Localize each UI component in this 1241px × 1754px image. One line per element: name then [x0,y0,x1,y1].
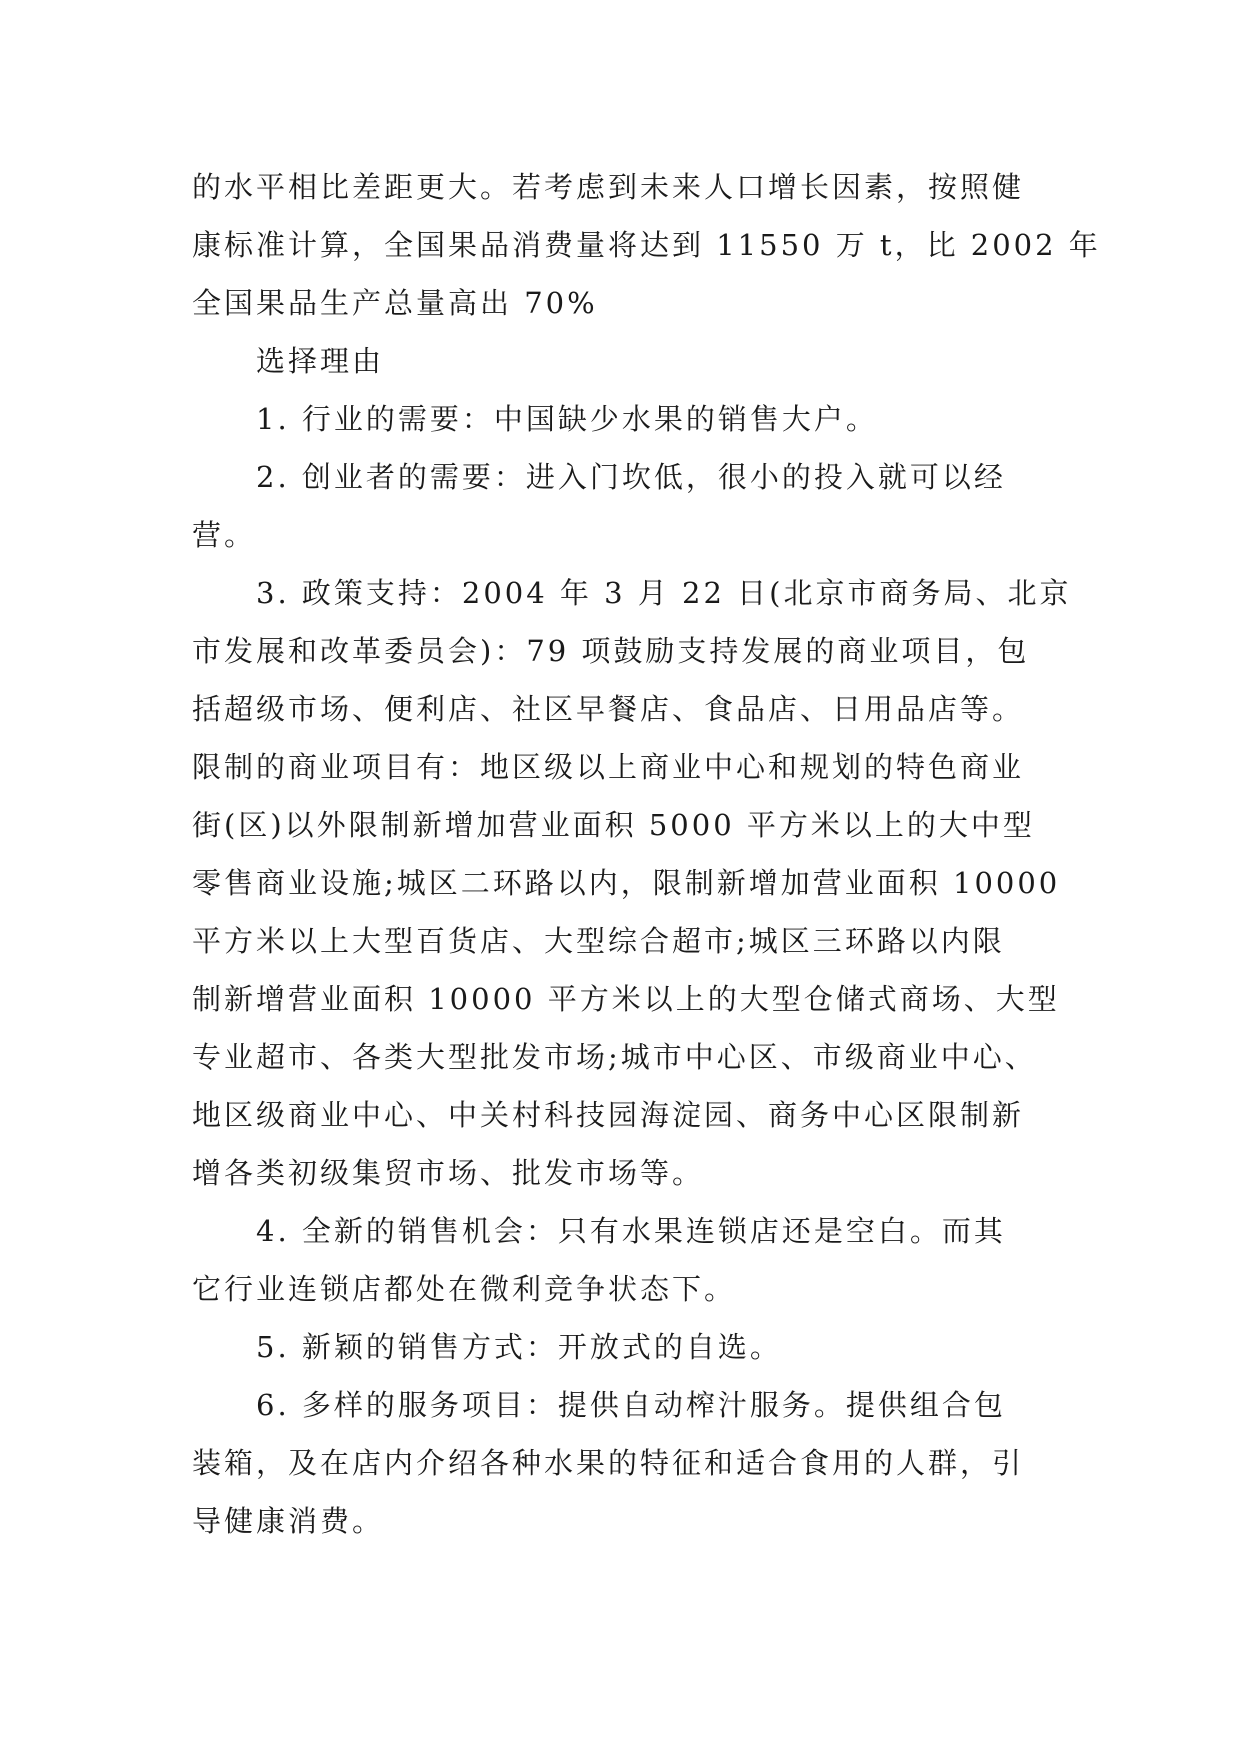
text-line: 装箱，及在店内介绍各种水果的特征和适合食用的人群，引 [192,1446,1025,1480]
text-line: 专业超市、各类大型批发市场;城市中心区、市级商业中心、 [192,1040,1037,1074]
text-line: 街(区)以外限制新增加营业面积 5000 平方米以上的大中型 [192,808,1035,842]
text-line: 制新增营业面积 10000 平方米以上的大型仓储式商场、大型 [192,982,1060,1016]
text-line: 地区级商业中心、中关村科技园海淀园、商务中心区限制新 [192,1098,1025,1132]
list-item-3: 3. 政策支持：2004 年 3 月 22 日(北京市商务局、北京 [256,576,1072,610]
text-line: 括超级市场、便利店、社区早餐店、食品店、日用品店等。 [192,692,1025,726]
text-line: 康标准计算，全国果品消费量将达到 11550 万 t，比 2002 年 [192,228,1101,262]
text-line: 它行业连锁店都处在微利竞争状态下。 [192,1272,737,1306]
text-line: 限制的商业项目有：地区级以上商业中心和规划的特色商业 [192,750,1025,784]
section-heading: 选择理由 [256,344,385,378]
list-item-5: 5. 新颖的销售方式：开放式的自选。 [256,1330,782,1364]
list-item-1: 1. 行业的需要：中国缺少水果的销售大户。 [256,402,878,436]
text-line: 零售商业设施;城区二环路以内，限制新增加营业面积 10000 [192,866,1061,900]
list-item-6: 6. 多样的服务项目：提供自动榨汁服务。提供组合包 [256,1388,1006,1422]
list-item-4: 4. 全新的销售机会：只有水果连锁店还是空白。而其 [256,1214,1006,1248]
text-line: 全国果品生产总量高出 70% [192,286,598,320]
list-item-2: 2. 创业者的需要：进入门坎低，很小的投入就可以经 [256,460,1006,494]
text-line: 市发展和改革委员会)：79 项鼓励支持发展的商业项目，包 [192,634,1030,668]
text-line: 平方米以上大型百货店、大型综合超市;城区三环路以内限 [192,924,1005,958]
text-line: 导健康消费。 [192,1504,385,1538]
text-line: 的水平相比差距更大。若考虑到未来人口增长因素，按照健 [192,170,1025,204]
text-line: 增各类初级集贸市场、批发市场等。 [192,1156,705,1190]
text-line: 营。 [192,518,257,552]
